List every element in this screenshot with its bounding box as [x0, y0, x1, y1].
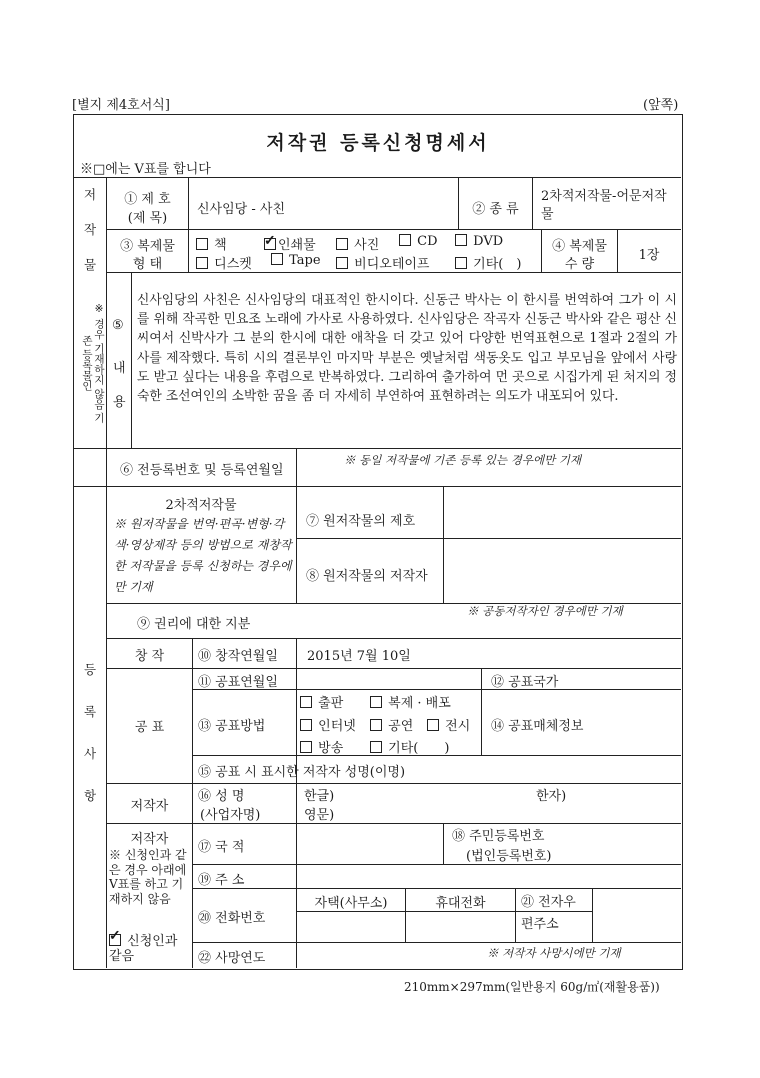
copy-option-dvd[interactable]: DVD [455, 234, 503, 249]
checkbox-icon [300, 719, 312, 731]
checked-checkbox-icon [264, 238, 276, 250]
pub-option-print[interactable]: 출판 [300, 692, 343, 711]
phone-mobile-label: 휴대전화 [435, 896, 486, 911]
share-note: ※ 공동저작자인 경우에만 기재 [467, 604, 623, 618]
checkbox-icon [399, 234, 411, 246]
derivative-note: ※ 원저작물을 번역·편곡·변형·각색·영상제작 등의 방법으로 재창작한 저작물을 등록 신청하는 경우에만 기재 [114, 517, 292, 594]
work-section-label-3: 물 [83, 257, 97, 272]
kind-value[interactable]: 2차적저작물-어문저작물 [541, 189, 667, 222]
pub-option-performance[interactable]: 공연 [370, 715, 413, 734]
copy-qty-value[interactable]: 1장 [638, 248, 660, 263]
work-section-label-1: 저 [83, 187, 97, 202]
copy-qty-label: ④ 복제물 [552, 239, 607, 254]
pub-option-exhibition[interactable]: 전시 [427, 715, 470, 734]
reg-section-label-4: 항 [83, 788, 97, 803]
derivative-title: 2차적저작물 [165, 498, 237, 513]
publication-label: 공 표 [134, 720, 165, 735]
creation-label: 창 작 [134, 649, 165, 664]
name-hanja-field[interactable]: 한자) [536, 789, 567, 804]
kind-field-label: ② 종 류 [472, 202, 519, 217]
reg-section-label-3: 사 [83, 746, 97, 761]
title-field-label: ① 제 호 [124, 192, 171, 207]
pub-date-label: ⑪ 공표연월일 [198, 675, 278, 690]
copy-option-tape[interactable]: Tape [271, 253, 321, 268]
work-section-label-2: 작 [83, 222, 97, 237]
content-number: ⑤ [112, 318, 124, 333]
address-label: ⑲ 주 소 [198, 873, 245, 888]
phone-home-label: 자택(사무소) [314, 896, 388, 911]
reg-section-label-2: 록 [83, 704, 97, 719]
paper-spec: 210mm×297mm(일반용지 60g/㎡(재활용품)) [404, 980, 660, 994]
name-sublabel: (사업자명) [200, 808, 261, 823]
email-label: ㉑ 전자우편주소 [521, 895, 576, 932]
check-instruction: ※□에는 V표를 합니다 [80, 162, 211, 177]
death-year-note: ※ 저작자 사망시에만 기재 [487, 946, 621, 960]
checkbox-icon [370, 741, 382, 753]
pub-method-label: ⑬ 공표방법 [198, 719, 266, 734]
same-as-applicant[interactable]: ✓ 신청인과 같음 [109, 934, 191, 964]
checkbox-icon [196, 257, 208, 269]
orig-author-label: ⑧ 원저작물의 저작자 [306, 569, 428, 584]
creation-date-label: ⑩ 창작연월일 [198, 649, 278, 664]
share-label: ⑨ 권리에 대한 지분 [137, 617, 251, 632]
checked-checkbox-icon [109, 934, 121, 946]
pub-option-broadcast[interactable]: 방송 [300, 737, 343, 756]
pub-author-name-label: ⑮ 공표 시 표시한 저작자 성명(이명) [198, 765, 406, 780]
checkbox-icon [300, 696, 312, 708]
checkbox-icon [336, 257, 348, 269]
name-english-field[interactable]: 영문) [304, 808, 335, 823]
prev-registration-note: ※ 동일 저작물에 기존 등록 있는 경우에만 기재 [344, 453, 582, 467]
pub-media-label: ⑭ 공표매체정보 [491, 719, 584, 734]
pub-option-internet[interactable]: 인터넷 [300, 715, 356, 734]
copy-option-cd[interactable]: CD [399, 234, 438, 249]
form-title: 저작권 등록신청명세서 [266, 132, 490, 154]
content-label: 내 용 [113, 361, 126, 410]
checkbox-icon [336, 238, 348, 250]
author2-note: ※ 신청인과 같은 경우 아래에 V표를 하고 기재하지 않음 [109, 848, 187, 906]
nationality-label: ⑰ 국 적 [198, 840, 245, 855]
resident-no-sublabel: (법인등록번호) [466, 849, 552, 864]
copy-qty-sublabel: 수 량 [564, 257, 595, 272]
checkbox-icon [370, 696, 382, 708]
author-label: 저작자 [130, 799, 169, 814]
name-label: ⑯ 성 명 [198, 789, 245, 804]
checkbox-icon [455, 257, 467, 269]
prev-registration-label: ⑥ 전등록번호 및 등록연월일 [120, 463, 284, 478]
name-korean-field[interactable]: 한글) [304, 789, 335, 804]
checkbox-icon [271, 253, 283, 265]
title-field-sublabel: (제 목) [127, 211, 168, 226]
checkbox-icon [300, 741, 312, 753]
content-text[interactable]: 신사임당의 사친은 신사임당의 대표적인 한시이다. 신동근 박사는 이 한시를 번역하여 그가 이 시를 위해 작곡한 민요조 노래에 가사로 사용하였다. 신사임당은 작곡자 신동근 박사와 같은 평산 신씨여서 신박사가 그 분의 한시에 대한 애착을 더 갖고 있어 다양한 번역표현으로 1절과 2절의 가사를 제작했다. 특히 시의 결론부인 마지막 부분은 옛날처럼 색동옷도 입고 부모님을 앞에서 사랑도 받고 싶다는 내용을 후렴으로 반복하였다. 그리하여 출가하여 먼 곳으로 시집가게 된 처지의 정숙한 조선여인의 소박한 꿈을 좀 더 자세히 부연하여 표현하려는 의도가 내포되어 있다. [137, 293, 677, 405]
copy-option-book[interactable]: 책 [196, 234, 227, 253]
copy-option-print[interactable]: ✓ 인쇄물 [264, 234, 316, 253]
checkbox-icon [455, 234, 467, 246]
copy-option-videotape[interactable]: 비디오테이프 [336, 253, 430, 272]
creation-date-value[interactable]: 2015년 7월 10일 [307, 649, 411, 664]
copy-option-diskette[interactable]: 디스켓 [196, 253, 252, 272]
copy-option-photo[interactable]: 사진 [336, 234, 379, 253]
pub-option-copy-dist[interactable]: 복제 · 배포 [370, 692, 451, 711]
page-side-label: (앞쪽) [643, 98, 679, 113]
death-year-label: ㉒ 사망연도 [198, 951, 266, 966]
pub-country-label: ⑫ 공표국가 [491, 675, 559, 690]
reg-section-label-1: 등 [83, 662, 97, 677]
checkbox-icon [370, 719, 382, 731]
author2-label: 저작자 [130, 832, 169, 847]
content-side-note: ※ 경우 기재하지 않음 기존 등록물인 [81, 303, 105, 423]
phone-label: ⑳ 전화번호 [198, 911, 266, 926]
copy-option-other[interactable]: 기타( ) [455, 253, 521, 272]
pub-option-other[interactable]: 기타( ) [370, 737, 449, 756]
checkbox-icon [196, 238, 208, 250]
form-number-label: [별지 제4호서식] [72, 98, 170, 113]
copy-form-label: ③ 복제물 [120, 239, 175, 254]
resident-no-label: ⑱ 주민등록번호 [452, 829, 545, 844]
orig-title-label: ⑦ 원저작물의 제호 [306, 514, 416, 529]
checkbox-icon [427, 719, 439, 731]
copy-form-sublabel: 형 태 [132, 257, 163, 272]
title-value[interactable]: 신사임당 - 사친 [197, 202, 286, 217]
